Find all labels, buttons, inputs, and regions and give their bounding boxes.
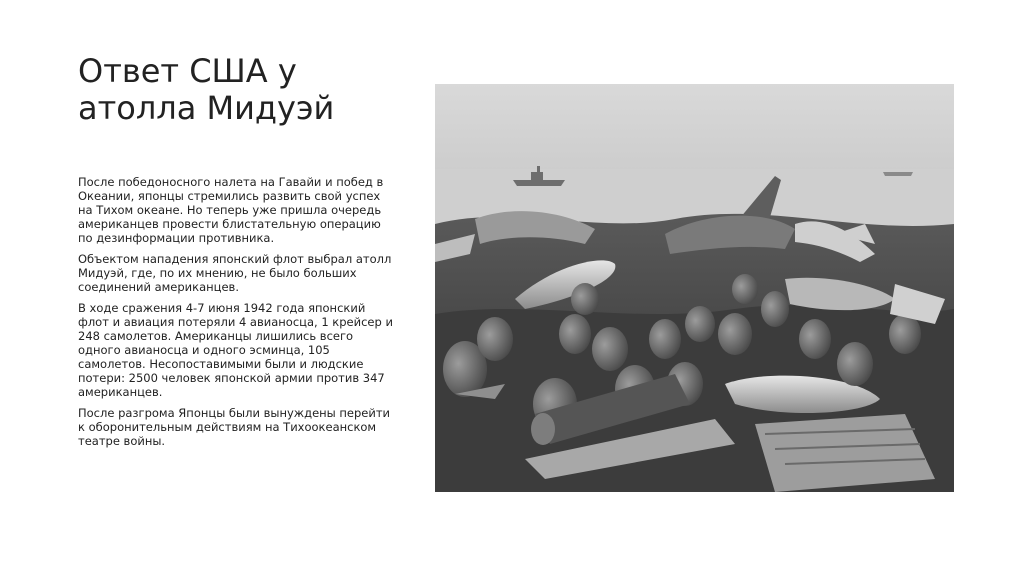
slide-body-text: [78, 175, 398, 455]
wreckage-photo-illustration: [435, 84, 954, 492]
paragraph-1: После победоносного налета на Гавайи и побед в Океании, японцы стремились развить свой успех на Тихом океане. Но теперь уже пришла очередь американцев провести блистательную операцию по дезинформации противника.: [78, 175, 384, 245]
paragraph-4: После разгрома Японцы были вынуждены перейти к оборонительным действиям на Тихоокеанском театре войны.: [78, 406, 391, 448]
paragraph-2: Объектом нападения японский флот выбрал атолл Мидуэй, где, по их мнению, не было больших соединений американцев.: [78, 252, 392, 294]
paragraph-3: В ходе сражения 4-7 июня 1942 года японский флот и авиация потеряли 4 авианосца, 1 крейсер и 248 самолетов. Американцы лишились всего одного авианосца и одного эсминца, 105 самолетов. Несопоставимыми были и людские потери: 2500 человек японской армии против 347 американцев.: [78, 301, 393, 399]
title-line-1: Ответ США у: [78, 52, 297, 90]
wreckage-photo: [435, 84, 954, 492]
title-line-2: атолла Мидуэй: [78, 89, 335, 127]
slide-title: [78, 53, 408, 127]
